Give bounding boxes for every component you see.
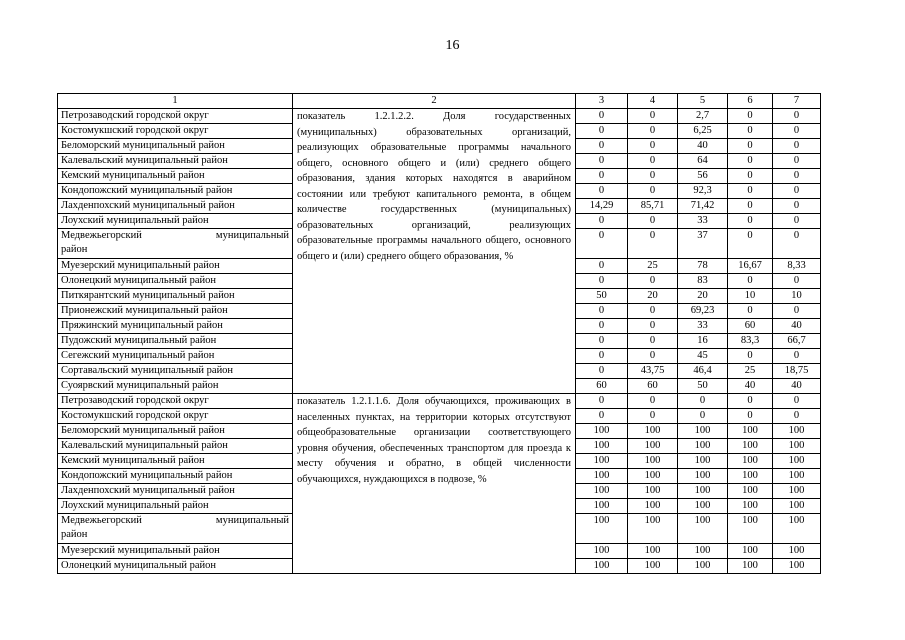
- value-cell: 6,25: [678, 124, 728, 139]
- page-number: 16: [445, 38, 460, 53]
- value-cell: 100: [628, 559, 678, 574]
- district-cell: Калевальский муниципальный район: [58, 154, 293, 169]
- header-cell: 6: [728, 94, 773, 109]
- indicator-description: показатель 1.2.1.1.6. Доля обучающихся, проживающих в населенных пунктах, на территории которых отсутствуют общеобразовательные организации соответствующего уровня обучения, обеспеченных транспортом для проезда к месту обучения и обратно, в общей численности обучающихся, нуждающихся в подвозе, %: [293, 394, 576, 574]
- value-cell: 100: [628, 469, 678, 484]
- value-cell: 10: [728, 289, 773, 304]
- value-cell: 100: [576, 499, 628, 514]
- value-cell: 0: [728, 109, 773, 124]
- value-cell: 0: [773, 139, 821, 154]
- value-cell: 100: [678, 424, 728, 439]
- value-cell: 100: [728, 439, 773, 454]
- value-cell: 0: [773, 169, 821, 184]
- value-cell: 100: [728, 484, 773, 499]
- district-name-line: район: [61, 529, 88, 540]
- value-cell: 100: [576, 439, 628, 454]
- value-cell: 0: [728, 199, 773, 214]
- value-cell: 100: [678, 484, 728, 499]
- value-cell: 60: [628, 379, 678, 394]
- header-cell: 4: [628, 94, 678, 109]
- value-cell: 100: [628, 484, 678, 499]
- value-cell: 0: [628, 154, 678, 169]
- value-cell: 83: [678, 274, 728, 289]
- value-cell: 0: [773, 394, 821, 409]
- value-cell: 60: [728, 319, 773, 334]
- value-cell: 20: [678, 289, 728, 304]
- value-cell: 100: [628, 454, 678, 469]
- value-cell: 0: [628, 304, 678, 319]
- value-cell: 0: [628, 394, 678, 409]
- value-cell: 0: [576, 109, 628, 124]
- value-cell: 0: [628, 184, 678, 199]
- value-cell: 0: [576, 409, 628, 424]
- table-row: [58, 109, 821, 124]
- district-cell: Суоярвский муниципальный район: [58, 379, 293, 394]
- value-cell: 0: [576, 334, 628, 349]
- district-cell: Калевальский муниципальный район: [58, 439, 293, 454]
- value-cell: 0: [728, 139, 773, 154]
- district-cell: Сегежский муниципальный район: [58, 349, 293, 364]
- district-cell: [58, 229, 293, 259]
- value-cell: 100: [576, 544, 628, 559]
- value-cell: 0: [773, 349, 821, 364]
- value-cell: 60: [576, 379, 628, 394]
- value-cell: 8,33: [773, 259, 821, 274]
- value-cell: 100: [773, 559, 821, 574]
- value-cell: 50: [576, 289, 628, 304]
- value-cell: 100: [576, 454, 628, 469]
- value-cell: 40: [728, 379, 773, 394]
- value-cell: 100: [678, 469, 728, 484]
- value-cell: 100: [576, 484, 628, 499]
- district-cell: Петрозаводский городской округ: [58, 394, 293, 409]
- value-cell: 100: [576, 469, 628, 484]
- value-cell: 100: [773, 424, 821, 439]
- value-cell: 0: [773, 229, 821, 259]
- header-cell: 5: [678, 94, 728, 109]
- district-cell: Кондопожский муниципальный район: [58, 469, 293, 484]
- value-cell: 66,7: [773, 334, 821, 349]
- district-cell: Лоухский муниципальный район: [58, 499, 293, 514]
- value-cell: 100: [728, 424, 773, 439]
- value-cell: 0: [728, 349, 773, 364]
- value-cell: 0: [728, 304, 773, 319]
- value-cell: 0: [576, 304, 628, 319]
- value-cell: 100: [728, 514, 773, 544]
- value-cell: 100: [576, 559, 628, 574]
- value-cell: 0: [628, 274, 678, 289]
- value-cell: 25: [728, 364, 773, 379]
- value-cell: 0: [576, 394, 628, 409]
- value-cell: 100: [773, 514, 821, 544]
- value-cell: 0: [576, 124, 628, 139]
- value-cell: 71,42: [678, 199, 728, 214]
- value-cell: 100: [773, 544, 821, 559]
- district-cell: Пряжинский муниципальный район: [58, 319, 293, 334]
- value-cell: 100: [628, 514, 678, 544]
- district-cell: Олонецкий муниципальный район: [58, 559, 293, 574]
- value-cell: 0: [773, 199, 821, 214]
- district-name-line: район: [61, 244, 88, 255]
- value-cell: 0: [628, 124, 678, 139]
- value-cell: 0: [576, 169, 628, 184]
- value-cell: 100: [773, 499, 821, 514]
- value-cell: 0: [728, 409, 773, 424]
- value-cell: 18,75: [773, 364, 821, 379]
- value-cell: 100: [728, 544, 773, 559]
- value-cell: 0: [773, 304, 821, 319]
- value-cell: 0: [628, 319, 678, 334]
- district-cell: Лахденпохский муниципальный район: [58, 484, 293, 499]
- value-cell: 0: [576, 154, 628, 169]
- value-cell: 0: [728, 169, 773, 184]
- value-cell: 100: [773, 439, 821, 454]
- value-cell: 0: [678, 394, 728, 409]
- value-cell: 0: [576, 259, 628, 274]
- value-cell: 100: [773, 484, 821, 499]
- value-cell: 100: [728, 454, 773, 469]
- value-cell: 100: [576, 424, 628, 439]
- district-cell: Кемский муниципальный район: [58, 454, 293, 469]
- value-cell: 14,29: [576, 199, 628, 214]
- value-cell: 0: [628, 214, 678, 229]
- value-cell: 64: [678, 154, 728, 169]
- value-cell: 0: [576, 214, 628, 229]
- value-cell: 0: [728, 184, 773, 199]
- value-cell: 0: [576, 184, 628, 199]
- value-cell: 0: [628, 409, 678, 424]
- value-cell: 16,67: [728, 259, 773, 274]
- value-cell: 0: [628, 349, 678, 364]
- value-cell: 0: [576, 139, 628, 154]
- value-cell: 0: [576, 319, 628, 334]
- district-name-line: Медвежьегорский муниципальный: [61, 230, 289, 241]
- value-cell: 0: [773, 184, 821, 199]
- value-cell: 83,3: [728, 334, 773, 349]
- value-cell: 100: [773, 469, 821, 484]
- value-cell: 43,75: [628, 364, 678, 379]
- value-cell: 0: [576, 274, 628, 289]
- value-cell: 0: [728, 214, 773, 229]
- value-cell: 50: [678, 379, 728, 394]
- value-cell: 78: [678, 259, 728, 274]
- value-cell: 100: [628, 424, 678, 439]
- district-cell: Беломорский муниципальный район: [58, 424, 293, 439]
- value-cell: 0: [773, 409, 821, 424]
- district-name-line: Медвежьегорский муниципальный: [61, 515, 289, 526]
- value-cell: 46,4: [678, 364, 728, 379]
- value-cell: 100: [628, 544, 678, 559]
- value-cell: 0: [773, 124, 821, 139]
- header-cell: 7: [773, 94, 821, 109]
- value-cell: 0: [728, 274, 773, 289]
- district-cell: Прионежский муниципальный район: [58, 304, 293, 319]
- district-cell: Петрозаводский городской округ: [58, 109, 293, 124]
- value-cell: 37: [678, 229, 728, 259]
- value-cell: 40: [773, 379, 821, 394]
- district-cell: Костомукшский городской округ: [58, 409, 293, 424]
- value-cell: 0: [773, 274, 821, 289]
- value-cell: 0: [728, 154, 773, 169]
- value-cell: 0: [728, 229, 773, 259]
- value-cell: 33: [678, 319, 728, 334]
- value-cell: 0: [576, 364, 628, 379]
- value-cell: 0: [773, 214, 821, 229]
- value-cell: 0: [628, 229, 678, 259]
- value-cell: 85,71: [628, 199, 678, 214]
- value-cell: 100: [628, 439, 678, 454]
- value-cell: 92,3: [678, 184, 728, 199]
- value-cell: 100: [576, 514, 628, 544]
- value-cell: 25: [628, 259, 678, 274]
- value-cell: 0: [576, 229, 628, 259]
- value-cell: 40: [773, 319, 821, 334]
- value-cell: 69,23: [678, 304, 728, 319]
- header-cell: 1: [58, 94, 293, 109]
- indicator-description: показатель 1.2.1.2.2. Доля государственных (муниципальных) образовательных организаций, реализующих образовательные программы начального общего, основного общего и (или) среднего общего образования, здания которых находятся в аварийном состоянии или требуют капитального ремонта, в общем количестве государственных (муниципальных) образовательных организаций, реализующих образовательные программы начального общего, основного общего и (или) среднего общего образования, %: [293, 109, 576, 394]
- table-row: [58, 394, 821, 409]
- value-cell: 100: [728, 499, 773, 514]
- district-cell: Костомукшский городской округ: [58, 124, 293, 139]
- indicators-table: [57, 93, 821, 574]
- value-cell: 0: [728, 394, 773, 409]
- district-cell: Лоухский муниципальный район: [58, 214, 293, 229]
- district-cell: Питкярантский муниципальный район: [58, 289, 293, 304]
- value-cell: 33: [678, 214, 728, 229]
- value-cell: 100: [678, 514, 728, 544]
- district-cell: Лахденпохский муниципальный район: [58, 199, 293, 214]
- value-cell: 0: [628, 169, 678, 184]
- district-cell: Сортавальский муниципальный район: [58, 364, 293, 379]
- value-cell: 100: [678, 439, 728, 454]
- header-cell: 3: [576, 94, 628, 109]
- value-cell: 40: [678, 139, 728, 154]
- value-cell: 16: [678, 334, 728, 349]
- value-cell: 0: [628, 334, 678, 349]
- value-cell: 100: [678, 559, 728, 574]
- district-cell: Пудожский муниципальный район: [58, 334, 293, 349]
- value-cell: 100: [628, 499, 678, 514]
- value-cell: 0: [678, 409, 728, 424]
- district-cell: Олонецкий муниципальный район: [58, 274, 293, 289]
- district-cell: Кемский муниципальный район: [58, 169, 293, 184]
- district-cell: Кондопожский муниципальный район: [58, 184, 293, 199]
- header-row: [58, 94, 821, 109]
- value-cell: 20: [628, 289, 678, 304]
- value-cell: 100: [773, 454, 821, 469]
- value-cell: 0: [576, 349, 628, 364]
- value-cell: 0: [628, 109, 678, 124]
- header-cell: 2: [293, 94, 576, 109]
- value-cell: 45: [678, 349, 728, 364]
- value-cell: 56: [678, 169, 728, 184]
- value-cell: 100: [678, 499, 728, 514]
- value-cell: 100: [728, 469, 773, 484]
- district-cell: Беломорский муниципальный район: [58, 139, 293, 154]
- value-cell: 0: [773, 154, 821, 169]
- value-cell: 100: [678, 544, 728, 559]
- value-cell: 2,7: [678, 109, 728, 124]
- district-cell: Муезерский муниципальный район: [58, 544, 293, 559]
- district-cell: Муезерский муниципальный район: [58, 259, 293, 274]
- value-cell: 100: [728, 559, 773, 574]
- value-cell: 0: [628, 139, 678, 154]
- district-cell: [58, 514, 293, 544]
- value-cell: 10: [773, 289, 821, 304]
- value-cell: 0: [728, 124, 773, 139]
- value-cell: 100: [678, 454, 728, 469]
- value-cell: 0: [773, 109, 821, 124]
